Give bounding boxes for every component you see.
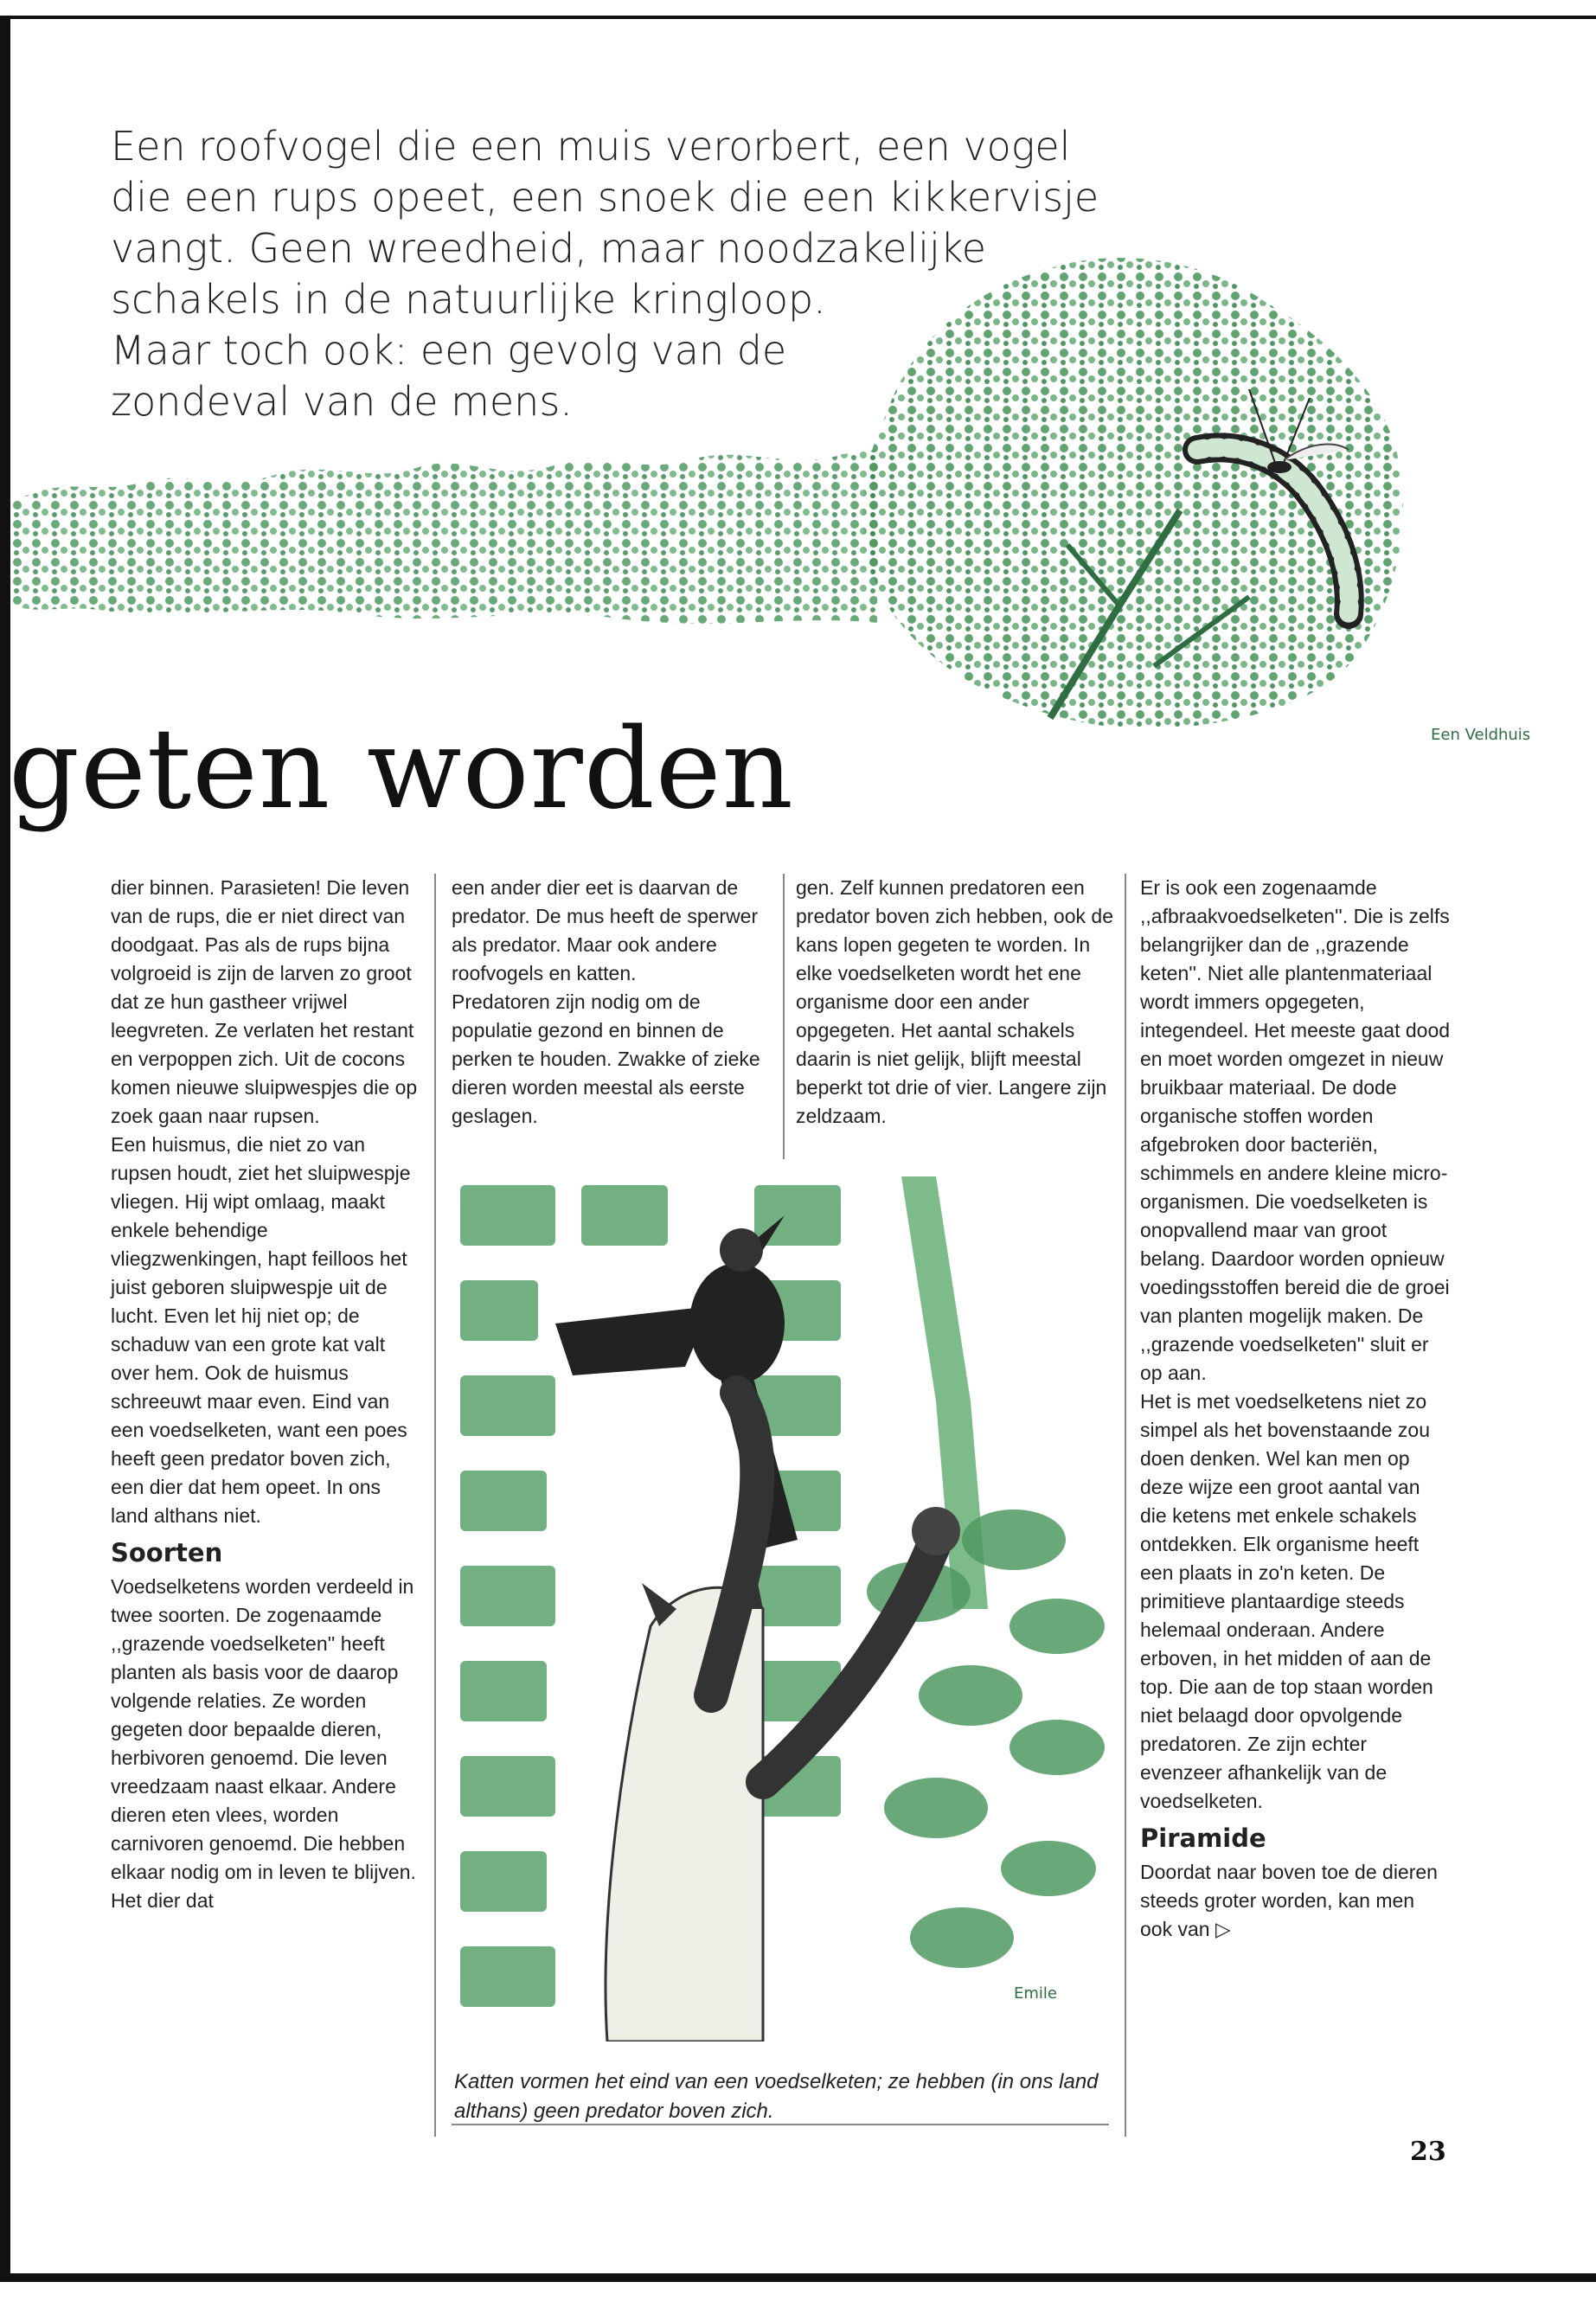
- page-number: 23: [1410, 2137, 1446, 2167]
- article-headline: geten worden: [9, 705, 794, 834]
- text-column-3: [796, 874, 1116, 1131]
- intro-line: zondeval van de mens.: [111, 378, 573, 425]
- intro-line: die een rups opeet, een snoek die een kikkervisje: [111, 174, 1099, 221]
- paragraph: Doordat naar boven toe de dieren steeds groter worden, kan men ook van ▷: [1140, 1861, 1438, 1940]
- column-divider: [434, 874, 436, 2137]
- column-divider: [783, 874, 785, 1159]
- intro-text: [111, 121, 1106, 427]
- intro-line: vangt. Geen wreedheid, maar noodzakelijke: [111, 225, 987, 272]
- illustration-signature-top: Een Veldhuis: [1431, 726, 1531, 744]
- figure-caption: Katten vormen het eind van een voedselketen; ze hebben (in ons land althans) geen predator boven zich.: [454, 2070, 1099, 2123]
- text-column-4: [1140, 874, 1452, 1944]
- paragraph: Predatoren zijn nodig om de populatie gezond en binnen de perken te houden. Zwakke of zieke dieren worden meestal als eerste geslagen.: [452, 990, 760, 1127]
- paragraph: dier binnen. Parasieten! Die leven van de rups, die er niet direct van doodgaat. Pas als de rups bijna volgroeid is zijn de larven zo groot dat ze hun gastheer vrijwel leegvreten. Ze verlaten het restant en verpoppen zich. Uit de cocons komen nieuwe sluipwespjes die op zoek gaan naar rupsen.: [111, 876, 418, 1127]
- intro-line: Een roofvogel die een muis verorbert, een vogel: [111, 123, 1071, 170]
- page-border-left: [0, 16, 10, 2282]
- paragraph: Het is met voedselketens niet zo simpel als het bovenstaande zou doen denken. Wel kan men op deze wijze een groot aantal van die ketens met enkele schakels ontdekken. Elk organisme heeft een plaats in zo'n keten. De primitieve plantaardige steeds helemaal onderaan. Andere erboven, in het midden of aan de top. Die aan de top staan worden niet belaagd door opvolgende predatoren. Ze zijn echter evenzeer afhankelijk van de voedselketen.: [1140, 1390, 1433, 1812]
- paragraph: Er is ook een zogenaamde ,,afbraakvoedselketen''. Die is zelfs belangrijker dan de ,,grazende keten''. Niet alle plantenmateriaal wordt immers opgegeten, integendeel. Het meeste gaat dood en moet worden omgezet in nieuw bruikbaar materiaal. De dode organische stoffen worden afgebroken door bacteriën, schimmels en andere kleine micro-organismen. Die voedselketen is onopvallend maar van groot belang. Daardoor worden opnieuw voedingsstoffen bereid die de groei van planten mogelijk maken. De ,,grazende voedselketen'' sluit er op aan.: [1140, 876, 1451, 1384]
- intro-line: schakels in de natuurlijke kringloop.: [111, 276, 826, 323]
- section-heading-soorten: Soorten: [111, 1538, 223, 1567]
- cat-catching-bird-illustration: [452, 1176, 1109, 2041]
- illustration-signature-bottom: Emile: [1014, 1984, 1057, 2003]
- paragraph: een ander dier eet is daarvan de predator. De mus heeft de sperwer als predator. Maar ook andere roofvogels en katten.: [452, 876, 759, 984]
- page-border-bottom: [0, 2273, 1596, 2282]
- page-border-top: [0, 16, 1596, 19]
- paragraph: Voedselketens worden verdeeld in twee soorten. De zogenaamde ,,grazende voedselketen'' heeft planten als basis voor de daarop volgende relaties. Ze worden gegeten door bepaalde dieren, herbivoren genoemd. Die leven vreedzaam naast elkaar. Andere dieren eten vlees, worden carnivoren genoemd. Die hebben elkaar nodig om in leven te blijven. Het dier dat: [111, 1575, 416, 1912]
- section-heading-piramide: Piramide: [1140, 1823, 1266, 1853]
- column-divider: [1125, 874, 1126, 2137]
- paragraph: gen. Zelf kunnen predatoren een predator boven zich hebben, ook de kans lopen gegeten te worden. In elke voedselketen wordt het ene organisme door een ander opgegeten. Het aantal schakels daarin is niet gelijk, blijft meestal beperkt tot drie of vier. Langere zijn zeldzaam.: [796, 876, 1113, 1127]
- text-column-2: [452, 874, 772, 1131]
- intro-line: Maar toch ook: een gevolg van de: [111, 327, 787, 374]
- text-column-1: [111, 874, 418, 1915]
- paragraph: Een huismus, die niet zo van rupsen houdt, ziet het sluipwespje vliegen. Hij wipt omlaag, maakt enkele behendige vliegzwenkingen, hapt feilloos het juist geboren sluipwespje uit de lucht. Even let hij niet op; de schaduw van een grote kat valt over hem. Ook de huismus schreeuwt maar even. Eind van een voedselketen, want een poes heeft geen predator boven zich, een dier dat hem opeet. In ons land althans niet.: [111, 1133, 411, 1527]
- caption-underline: [452, 2124, 1109, 2125]
